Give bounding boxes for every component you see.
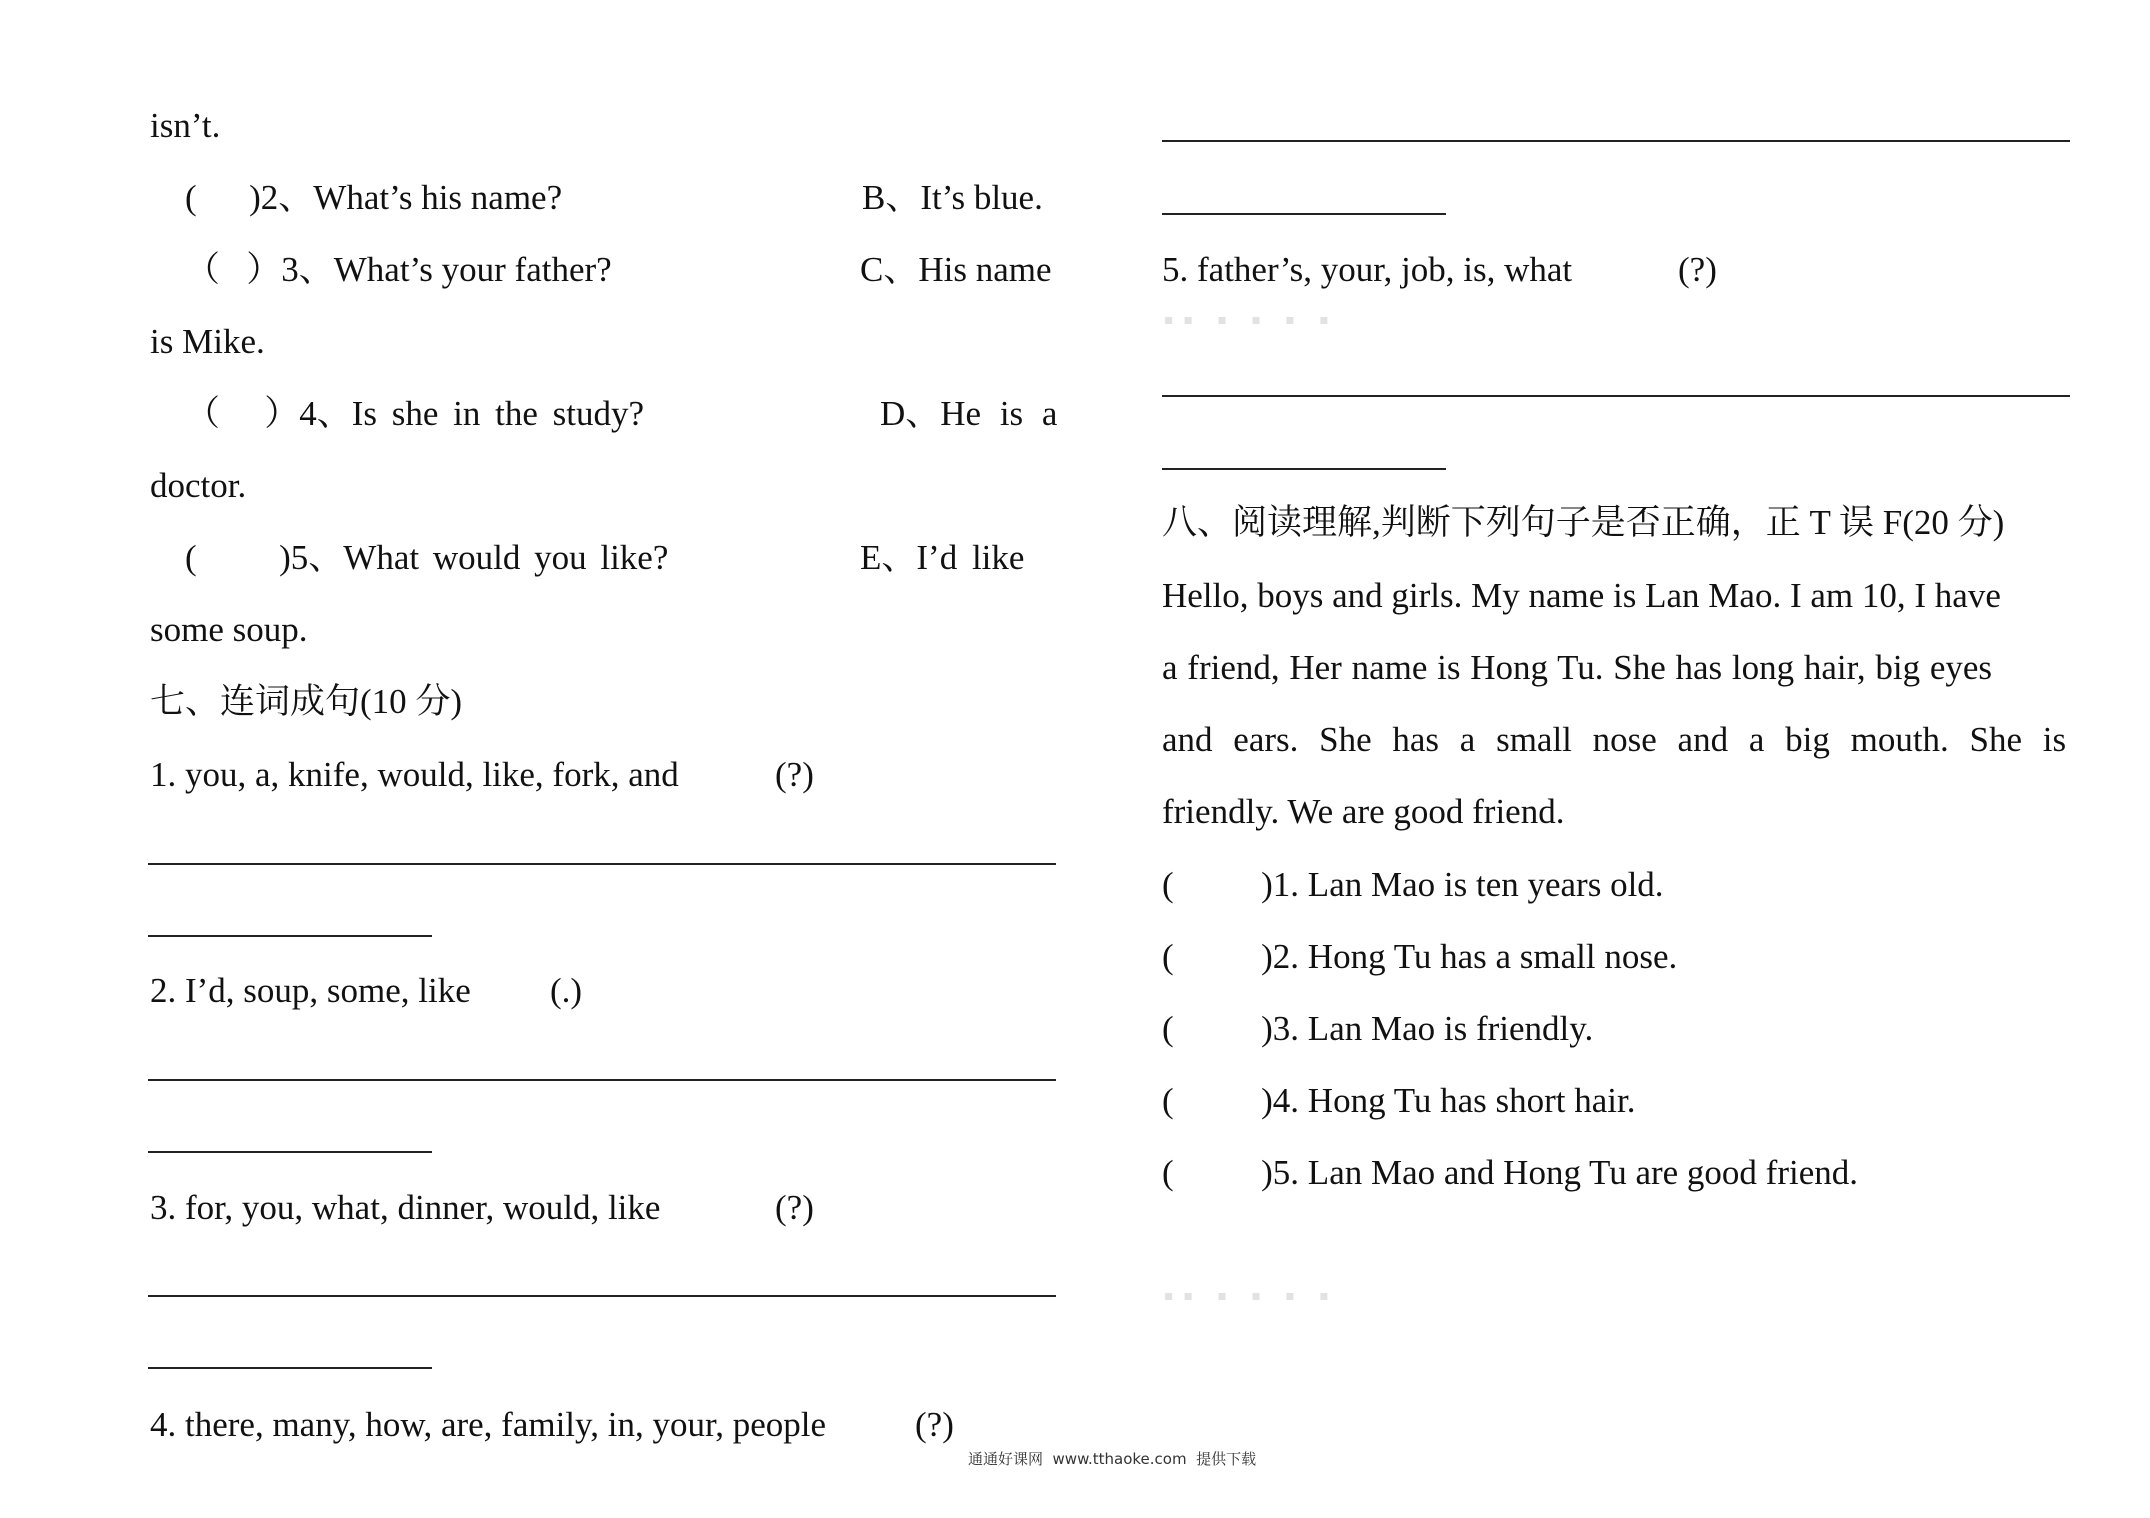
answer-line — [148, 1151, 432, 1153]
q1-continuation: isn’t. — [150, 106, 221, 145]
passage-line-3: and ears. She has a small nose and a big mouth. She is — [1162, 720, 2067, 759]
answer-line — [1162, 468, 1446, 470]
answer-line — [148, 1295, 1056, 1297]
answer-line — [1162, 213, 1446, 215]
match-answer-d-continuation: doctor. — [150, 466, 247, 505]
answer-line — [1162, 395, 2070, 397]
passage-line-4: friendly. We are good friend. — [1162, 792, 1565, 831]
match-answer-c-continuation: is Mike. — [150, 322, 265, 361]
reorder-item-4-punct: (?) — [915, 1405, 954, 1444]
reorder-item-4: 4. there, many, how, are, family, in, your, people — [150, 1405, 827, 1444]
reorder-item-5: 5. father’s, your, job, is, what — [1162, 250, 1573, 289]
faint-mark: ▪▪ ▪ ▪ ▪ ▪ — [1164, 312, 1339, 328]
match-question-4: （ ）4、Is she in the study? — [185, 394, 645, 433]
true-false-statement-5: ( )5. Lan Mao and Hong Tu are good friend. — [1162, 1153, 1859, 1192]
reorder-item-3: 3. for, you, what, dinner, would, like — [150, 1188, 661, 1227]
match-question-5: ( )5、What would you like? — [185, 538, 669, 577]
footer-watermark: 通通好课网 www.tthaoke.com 提供下载 — [968, 1450, 1257, 1468]
section-7-title: 七、连词成句(10 分) — [150, 682, 463, 721]
faint-mark: ▪▪ ▪ ▪ ▪ ▪ — [1164, 1288, 1339, 1304]
reorder-item-2-punct: (.) — [550, 971, 583, 1010]
reorder-item-5-punct: (?) — [1678, 250, 1717, 289]
true-false-statement-3: ( )3. Lan Mao is friendly. — [1162, 1009, 1594, 1048]
section-8-title: 八、阅读理解,判断下列句子是否正确，正 T 误 F(20 分) — [1162, 503, 2005, 542]
true-false-statement-4: ( )4. Hong Tu has short hair. — [1162, 1081, 1636, 1120]
reorder-item-1-punct: (?) — [775, 755, 814, 794]
answer-line — [148, 1367, 432, 1369]
passage-line-1: Hello, boys and girls. My name is Lan Mao. I am 10, I have — [1162, 576, 2001, 615]
reorder-item-3-punct: (?) — [775, 1188, 814, 1227]
match-answer-e-continuation: some soup. — [150, 610, 308, 649]
answer-line — [148, 935, 432, 937]
match-answer-c: C、His name — [860, 250, 1052, 289]
reorder-item-1: 1. you, a, knife, would, like, fork, and — [150, 755, 679, 794]
true-false-statement-1: ( )1. Lan Mao is ten years old. — [1162, 865, 1664, 904]
match-answer-e: E、I’d like — [860, 538, 1025, 577]
reorder-item-2: 2. I’d, soup, some, like — [150, 971, 471, 1010]
answer-line — [1162, 140, 2070, 142]
answer-line — [148, 1079, 1056, 1081]
true-false-statement-2: ( )2. Hong Tu has a small nose. — [1162, 937, 1678, 976]
passage-line-2: a friend, Her name is Hong Tu. She has long hair, big eyes — [1162, 648, 1993, 687]
match-question-3: （ ）3、What’s your father? — [185, 250, 612, 289]
match-answer-b: B、It’s blue. — [862, 178, 1043, 217]
match-answer-d: D、He is a — [880, 394, 1058, 433]
match-question-2: ( )2、What’s his name? — [185, 178, 563, 217]
answer-line — [148, 863, 1056, 865]
